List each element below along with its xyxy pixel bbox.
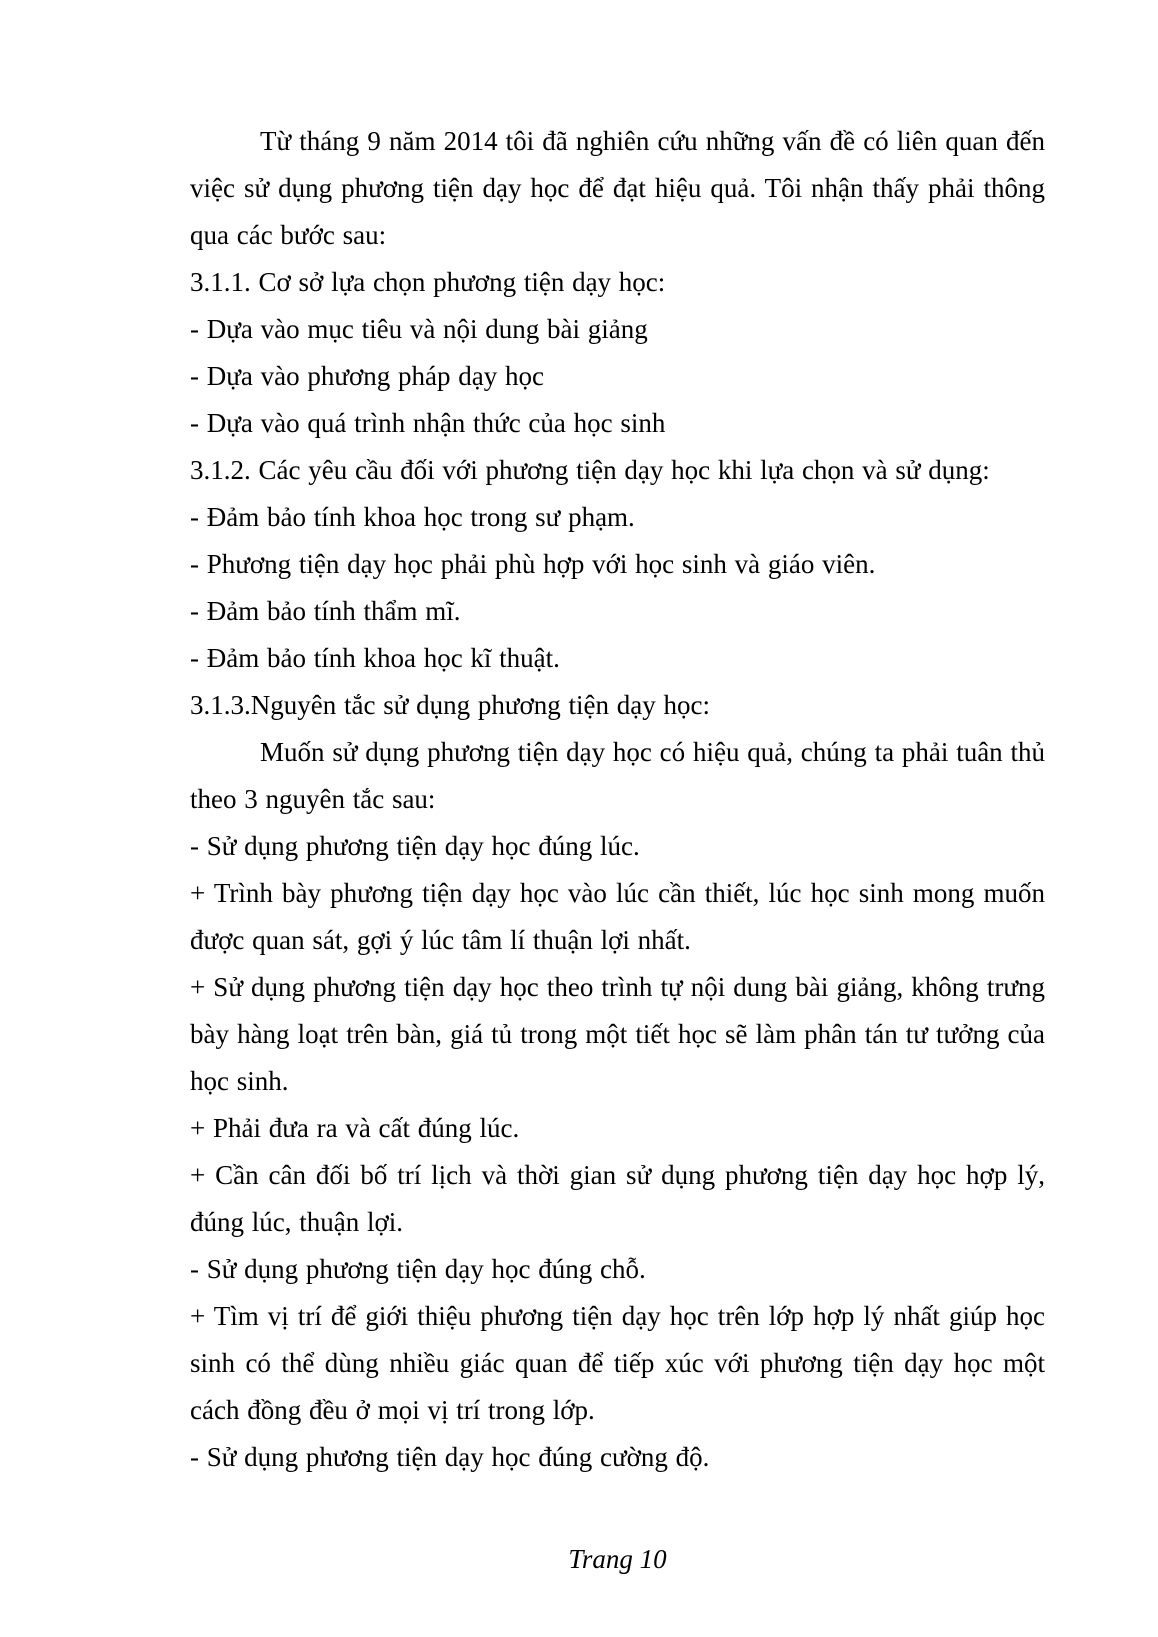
section-heading-3-1-1: 3.1.1. Cơ sở lựa chọn phương tiện dạy học: (190, 267, 666, 297)
intro-paragraph: Từ tháng 9 năm 2014 tôi đã nghiên cứu những vấn đề có liên quan đến việc sử dụng phương tiện dạy học để đạt hiệu quả. Tôi nhận thấy phải thông qua các bước sau: (190, 126, 1045, 250)
dash-item: - Sử dụng phương tiện dạy học đúng cường độ. (190, 1442, 710, 1472)
plus-item: + Tìm vị trí để giới thiệu phương tiện dạy học trên lớp hợp lý nhất giúp học sinh có thể dùng nhiều giác quan để tiếp xúc với phương tiện dạy học một cách đồng đều ở mọi vị trí trong lớp. (190, 1301, 1045, 1425)
document-content (190, 118, 1045, 1481)
dash-item: - Dựa vào mục tiêu và nội dung bài giảng (190, 314, 648, 344)
dash-item: - Sử dụng phương tiện dạy học đúng lúc. (190, 831, 640, 861)
page-number-label: Trang 10 (568, 1544, 667, 1574)
dash-item: - Đảm bảo tính khoa học kĩ thuật. (190, 643, 560, 673)
plus-item: + Sử dụng phương tiện dạy học theo trình tự nội dung bài giảng, không trưng bày hàng loạt trên bàn, giá tủ trong một tiết học sẽ làm phân tán tư tưởng của học sinh. (190, 972, 1045, 1096)
dash-item: - Sử dụng phương tiện dạy học đúng chỗ. (190, 1254, 646, 1284)
dash-item: - Dựa vào phương pháp dạy học (190, 361, 544, 391)
body-paragraph: Muốn sử dụng phương tiện dạy học có hiệu quả, chúng ta phải tuân thủ theo 3 nguyên tắc sau: (190, 737, 1045, 814)
dash-item: - Phương tiện dạy học phải phù hợp với học sinh và giáo viên. (190, 549, 876, 579)
plus-item: + Trình bày phương tiện dạy học vào lúc cần thiết, lúc học sinh mong muốn được quan sát, gợi ý lúc tâm lí thuận lợi nhất. (190, 878, 1045, 955)
dash-item: - Đảm bảo tính thẩm mĩ. (190, 596, 461, 626)
section-heading-3-1-3: 3.1.3.Nguyên tắc sử dụng phương tiện dạy học: (190, 690, 710, 720)
section-heading-3-1-2: 3.1.2. Các yêu cầu đối với phương tiện dạy học khi lựa chọn và sử dụng: (190, 455, 990, 485)
page-footer (190, 1536, 1045, 1583)
plus-item: + Phải đưa ra và cất đúng lúc. (190, 1113, 520, 1143)
dash-item: - Dựa vào quá trình nhận thức của học sinh (190, 408, 666, 438)
dash-item: - Đảm bảo tính khoa học trong sư phạm. (190, 502, 635, 532)
plus-item: + Cần cân đối bố trí lịch và thời gian sử dụng phương tiện dạy học hợp lý, đúng lúc, thuận lợi. (190, 1160, 1045, 1237)
